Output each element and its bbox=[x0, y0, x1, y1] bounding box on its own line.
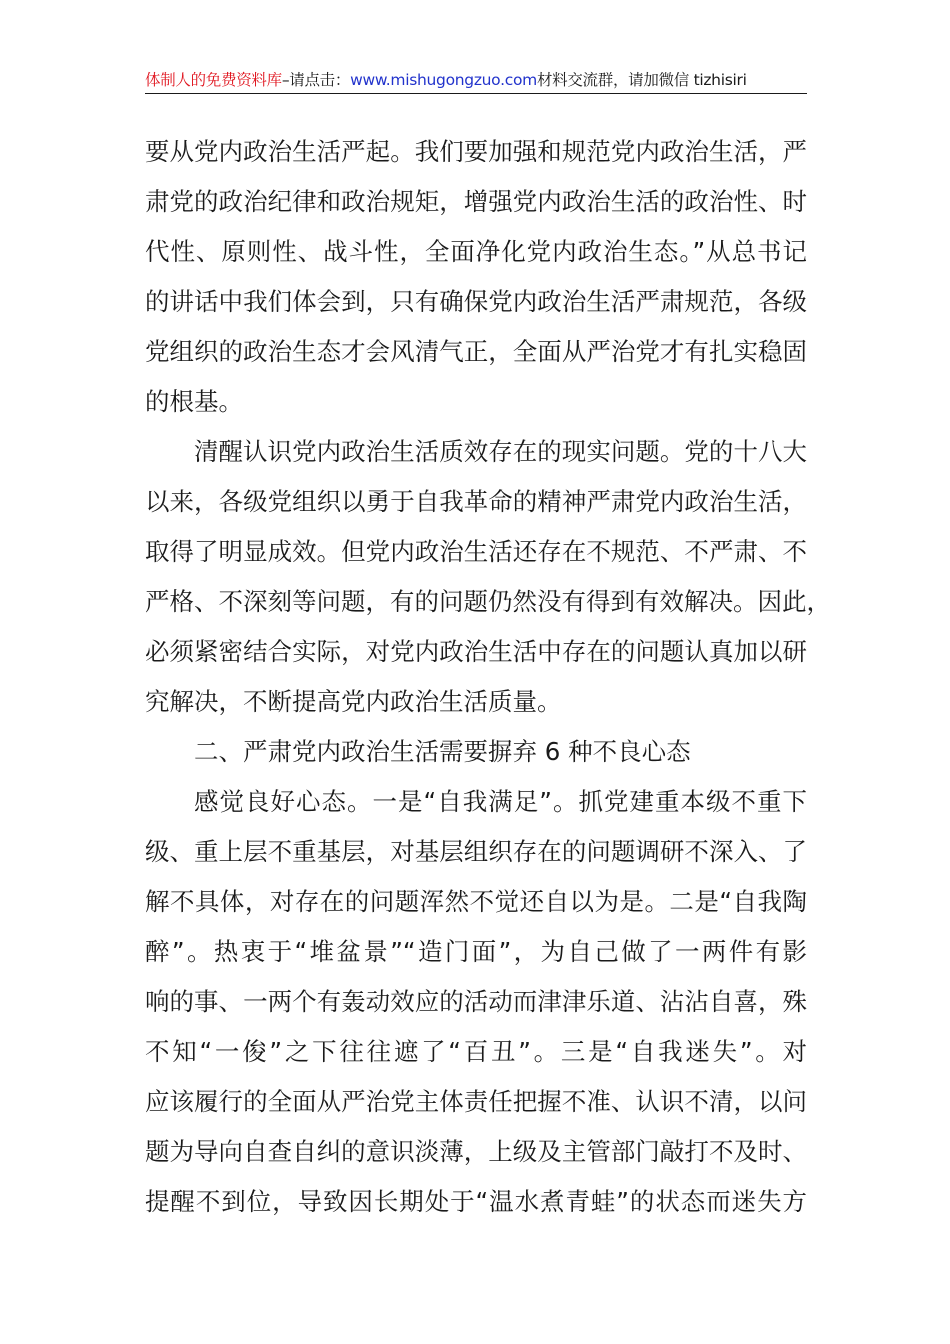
text-line: 的讲话中我们体会到，只有确保党内政治生活严肃规范，各级 bbox=[145, 287, 807, 316]
text-line: 提醒不到位，导致因长期处于“温水煮青蛙”的状态而迷失方 bbox=[145, 1187, 807, 1216]
text-line: 解不具体，对存在的问题浑然不觉还自以为是。二是“自我陶 bbox=[145, 887, 807, 916]
document-body bbox=[145, 127, 831, 1227]
text-line: 党组织的政治生态才会风清气正，全面从严治党才有扎实稳固 bbox=[145, 337, 807, 366]
section-heading: 二、严肃党内政治生活需要摒弃 6 种不良心态 bbox=[194, 737, 691, 766]
text-line: 醉”。热衷于“堆盆景”“造门面”，为自己做了一两件有影 bbox=[145, 937, 807, 966]
text-line: 响的事、一两个有轰动效应的活动而津津乐道、沾沾自喜，殊 bbox=[145, 987, 807, 1016]
header-divider bbox=[145, 93, 807, 94]
text-line: 肃党的政治纪律和政治规矩，增强党内政治生活的政治性、时 bbox=[145, 187, 807, 216]
text-line: 题为导向自查自纠的意识淡薄，上级及主管部门敲打不及时、 bbox=[145, 1137, 807, 1166]
text-line: 取得了明显成效。但党内政治生活还存在不规范、不严肃、不 bbox=[145, 537, 807, 566]
text-line: 不知“一俊”之下往往遮了“百丑”。三是“自我迷失”。对 bbox=[145, 1037, 807, 1066]
text-line: 严格、不深刻等问题，有的问题仍然没有得到有效解决。因此， bbox=[145, 587, 831, 616]
header-prompt: –请点击： bbox=[281, 71, 351, 89]
text-line: 要从党内政治生活严起。我们要加强和规范党内政治生活，严 bbox=[145, 137, 807, 166]
text-line: 应该履行的全面从严治党主体责任把握不准、认识不清，以问 bbox=[145, 1087, 807, 1116]
text-line: 必须紧密结合实际，对党内政治生活中存在的问题认真加以研 bbox=[145, 637, 807, 666]
header-brand: 体制人的免费资料库 bbox=[145, 71, 282, 89]
text-line: 以来，各级党组织以勇于自我革命的精神严肃党内政治生活， bbox=[145, 487, 807, 516]
text-line: 的根基。 bbox=[145, 387, 243, 416]
text-line: 究解决，不断提高党内政治生活质量。 bbox=[145, 687, 562, 716]
paragraph-start: 感觉良好心态。一是“自我满足”。抓党建重本级不重下 bbox=[194, 787, 807, 816]
text-line: 代性、原则性、战斗性，全面净化党内政治生态。”从总书记 bbox=[145, 237, 807, 266]
header-site-link[interactable]: www.mishugongzuo.com bbox=[350, 71, 537, 89]
header-contact-text: 材料交流群，请加微信 tizhisiri bbox=[536, 71, 747, 89]
paragraph-start: 清醒认识党内政治生活质效存在的现实问题。党的十八大 bbox=[194, 437, 807, 466]
text-line: 级、重上层不重基层，对基层组织存在的问题调研不深入、了 bbox=[145, 837, 807, 866]
page-header bbox=[145, 70, 807, 94]
